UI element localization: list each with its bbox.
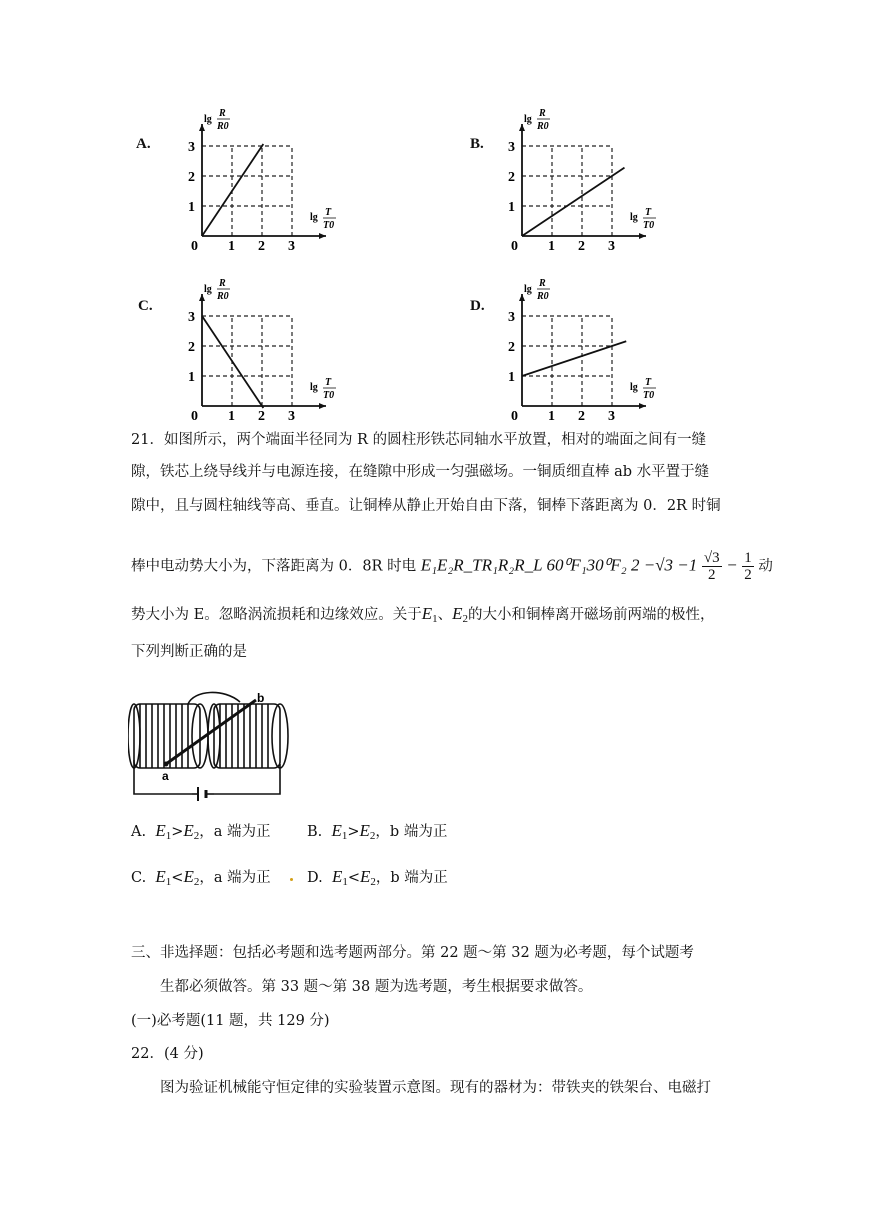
section3-line1: 三、非选择题：包括必考题和选考题两部分。第 22 题～第 32 题为必考题，每个试题考	[131, 945, 694, 961]
q22-heading: 22．(4 分)	[131, 1046, 204, 1062]
q21-line5-suffix: 的大小和铜棒离开磁场前两端的极性，	[467, 607, 715, 623]
x-tick-label: 1	[548, 409, 555, 420]
half-num: 1	[744, 550, 752, 566]
q21-line5-mid: 、	[437, 607, 453, 623]
q21-line4-suffix: 动	[758, 558, 773, 575]
q21-line1: 21．如图所示，两个端面半径同为 R 的圆柱形铁芯同轴水平放置，相对的端面之间有一缝	[131, 432, 707, 448]
x-tick-label: 1	[228, 239, 235, 250]
y-axis-label: lg	[204, 114, 212, 125]
graph-b-letter: B.	[470, 136, 484, 152]
half-den: 2	[744, 567, 752, 583]
graph-a-letter: A.	[136, 136, 151, 152]
q21-line4-prefix: 棒中电动势大小为，下落距离为 0．8R 时电	[131, 558, 417, 575]
x-axis-label: lg	[630, 212, 638, 223]
y-axis-label-den: R0	[537, 121, 549, 132]
q21-line5	[131, 604, 714, 629]
y-axis-label-den: R0	[537, 291, 549, 302]
y-axis-arrow	[519, 294, 525, 301]
sqrt3-over-2: $\frac{√3}{2}$	[703, 550, 720, 583]
y-axis-arrow	[199, 294, 205, 301]
q21-line5-prefix: 势大小为 E。忽略涡流损耗和边缘效应。关于	[131, 607, 422, 623]
coil-label-a: a	[162, 769, 169, 783]
q21-line3: 隙中，且与圆柱轴线等高、垂直。让铜棒从静止开始自由下落，铜棒下落距离为 0．2R 时铜	[131, 498, 721, 514]
y-axis-label-den: R0	[217, 291, 229, 302]
y-tick-label: 1	[508, 370, 515, 385]
x-tick-label: 3	[288, 239, 295, 250]
graph-d	[500, 270, 700, 420]
x-axis-arrow	[639, 233, 646, 239]
q22-text: 图为验证机械能守恒定律的实验装置示意图。现有的器材为：带铁夹的铁架台、电磁打	[160, 1080, 711, 1096]
data-line	[202, 316, 263, 408]
data-line	[522, 168, 624, 236]
y-axis-label-num: R	[539, 278, 546, 289]
option-b[interactable]: B. $E_1>E_2$，b 端为正	[307, 821, 448, 842]
y-tick-label: 2	[508, 170, 515, 185]
graph-c	[180, 270, 370, 420]
x-axis-label-num: T	[645, 377, 652, 388]
graph-a	[180, 100, 370, 250]
y-tick-label: 1	[188, 200, 195, 215]
y-axis-label: lg	[204, 284, 212, 295]
x-tick-label: 3	[608, 409, 615, 420]
x-axis-label-den: T0	[323, 220, 335, 231]
e1-symbol: $E_1$	[421, 604, 438, 625]
x-axis-label: lg	[310, 212, 318, 223]
stray-mark	[290, 878, 293, 881]
y-axis-label-den: R0	[217, 121, 229, 132]
y-tick-label: 3	[188, 140, 195, 155]
section3-line2: 生都必须做答。第 33 题～第 38 题为选考题，考生根据要求做答。	[160, 979, 593, 995]
y-axis-label-num: R	[219, 278, 226, 289]
y-tick-label: 3	[508, 140, 515, 155]
x-tick-label: 3	[288, 409, 295, 420]
coil-label-b: b	[257, 691, 265, 705]
x-axis-label-den: T0	[323, 390, 335, 401]
y-axis-label: lg	[524, 284, 532, 295]
x-tick-label: 2	[578, 239, 585, 250]
x-tick-label: 0	[191, 409, 198, 420]
x-tick-label: 0	[511, 409, 518, 420]
x-tick-label: 2	[258, 409, 265, 420]
q21-line6: 下列判断正确的是	[131, 644, 247, 660]
y-axis-label-num: R	[539, 108, 546, 119]
sqrt3-radicand: 3	[712, 550, 720, 566]
y-tick-label: 2	[508, 340, 515, 355]
x-axis-label: lg	[630, 382, 638, 393]
x-axis-arrow	[639, 403, 646, 409]
one-half	[742, 550, 754, 583]
graph-b	[500, 100, 700, 250]
x-tick-label: 0	[191, 239, 198, 250]
x-tick-label: 0	[511, 239, 518, 250]
x-tick-label: 1	[548, 239, 555, 250]
y-axis-label: lg	[524, 114, 532, 125]
y-tick-label: 3	[508, 310, 515, 325]
y-axis-arrow	[519, 124, 525, 131]
sqrt3-den: 2	[707, 567, 716, 583]
x-axis-label-num: T	[645, 207, 652, 218]
y-tick-label: 2	[188, 170, 195, 185]
x-tick-label: 2	[578, 409, 585, 420]
option-d[interactable]: D. $E_1<E_2$，b 端为正	[307, 867, 448, 888]
x-axis-arrow	[319, 403, 326, 409]
option-a[interactable]: A. $E_1>E_2$，a 端为正	[131, 821, 271, 842]
q21-line4: 棒中电动势大小为，下落距离为 0．8R 时电 E₁E₂R_TR₁R₂R_L 60⁰F₁30⁰F₂ 2 −√3 −1 $\frac{√3}{2}$ − $\frac{1}{2}$ 动	[131, 550, 773, 583]
e2-symbol: $E_2$	[452, 604, 468, 625]
y-tick-label: 2	[188, 340, 195, 355]
x-axis-label-num: T	[325, 377, 332, 388]
y-tick-label: 1	[508, 200, 515, 215]
x-axis-label: lg	[310, 382, 318, 393]
y-tick-label: 1	[188, 370, 195, 385]
x-axis-label-den: T0	[643, 220, 655, 231]
q21-line4-math: E₁E₂R_TR₁R₂R_L 60⁰F₁30⁰F₂ 2 −√3 −1	[420, 555, 698, 575]
y-tick-label: 3	[188, 310, 195, 325]
x-tick-label: 3	[608, 239, 615, 250]
y-axis-label-num: R	[219, 108, 226, 119]
x-axis-label-den: T0	[643, 390, 655, 401]
graph-d-letter: D.	[470, 298, 485, 314]
coil-diagram	[128, 690, 293, 802]
x-axis-arrow	[319, 233, 326, 239]
q21-line2: 隙，铁芯上绕导线并与电源连接，在缝隙中形成一匀强磁场。一铜质细直棒 ab 水平置于缝	[131, 464, 710, 480]
option-c[interactable]: C. $E_1<E_2$，a 端为正	[131, 867, 271, 888]
data-line	[202, 144, 263, 236]
x-axis-label-num: T	[325, 207, 332, 218]
graph-c-letter: C.	[138, 298, 153, 314]
x-tick-label: 1	[228, 409, 235, 420]
section3-subheading: (一)必考题(11 题，共 129 分)	[131, 1013, 330, 1029]
x-tick-label: 2	[258, 239, 265, 250]
y-axis-arrow	[199, 124, 205, 131]
